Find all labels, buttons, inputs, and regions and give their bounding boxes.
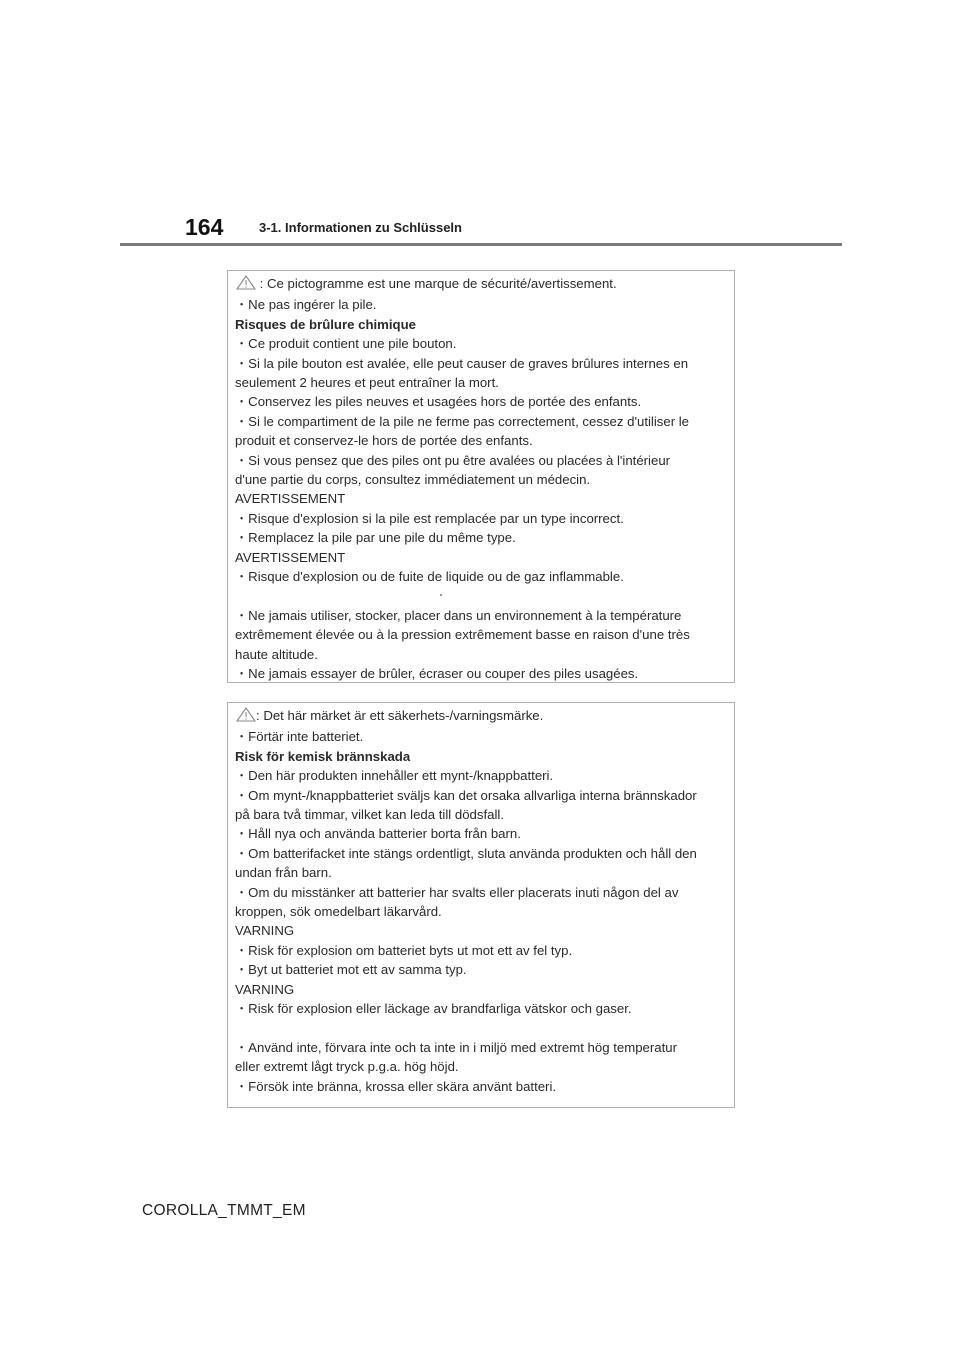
french-blank-line — [235, 587, 728, 606]
french-warning-box — [227, 270, 735, 683]
warning-triangle-icon — [236, 707, 256, 727]
french-line: extrêmement élevée ou à la pression extrêmement basse en raison d'une très — [235, 627, 690, 643]
french-symbol-text: : Ce pictogramme est une marque de sécurité/avertissement. — [256, 276, 617, 291]
swedish-line: ・Den här produkten innehåller ett mynt-/knappbatteri. — [235, 768, 554, 784]
stray-dot-mark — [440, 594, 442, 596]
swedish-warning-label: VARNING — [235, 923, 295, 939]
document-code: COROLLA_TMMT_EM — [142, 1202, 306, 1219]
swedish-line: ・Håll nya och använda batterier borta från barn. — [235, 826, 521, 842]
swedish-symbol-line — [235, 706, 728, 727]
swedish-blank-line — [235, 1019, 728, 1038]
swedish-line: undan från barn. — [235, 865, 332, 881]
french-line: ・Ne jamais utiliser, stocker, placer dans un environnement à la température — [235, 607, 682, 623]
french-line: ・Si la pile bouton est avalée, elle peut causer de graves brûlures internes en — [235, 355, 689, 371]
section-title: 3-1. Informationen zu Schlüsseln — [259, 220, 462, 235]
swedish-line: ・Risk för explosion om batteriet byts ut mot ett av fel typ. — [235, 942, 573, 958]
french-line: ・Risque d'explosion si la pile est remplacée par un type incorrect. — [235, 510, 624, 526]
swedish-line: ・Om batterifacket inte stängs ordentligt, sluta använda produkten och håll den — [235, 845, 697, 861]
header-rule — [120, 243, 842, 246]
french-line: ・Conservez les piles neuves et usagées hors de portée des enfants. — [235, 394, 642, 410]
french-line: haute altitude. — [235, 646, 318, 662]
french-line: ・Risque d'explosion ou de fuite de liquide ou de gaz inflammable. — [235, 569, 624, 585]
swedish-line: kroppen, sök omedelbart läkarvård. — [235, 904, 442, 920]
french-warning-label: AVERTISSEMENT — [235, 491, 346, 507]
french-line: ・Si le compartiment de la pile ne ferme pas correctement, cessez d'utiliser le — [235, 413, 690, 429]
swedish-line: ・Använd inte, förvara inte och ta inte in i miljö med extremt hög temperatur — [235, 1039, 677, 1055]
french-symbol-line — [235, 274, 728, 295]
swedish-line: på bara två timmar, vilket kan leda till dödsfall. — [235, 807, 505, 823]
french-line: ・Si vous pensez que des piles ont pu être avalées ou placées à l'intérieur — [235, 452, 671, 468]
swedish-symbol-text: : Det här märket är ett säkerhets-/varningsmärke. — [256, 708, 544, 723]
swedish-line: ・Risk för explosion eller läckage av brandfarliga vätskor och gaser. — [235, 1001, 632, 1017]
swedish-heading: Risk för kemisk brännskada — [235, 748, 411, 764]
swedish-warning-label: VARNING — [235, 981, 295, 997]
french-line: ・Remplacez la pile par une pile du même type. — [235, 530, 516, 546]
warning-triangle-icon — [236, 275, 256, 295]
page-number: 164 — [185, 214, 224, 240]
swedish-line: ・Om mynt-/knappbatteriet sväljs kan det orsaka allvarliga interna brännskador — [235, 787, 697, 803]
swedish-line: ・Byt ut batteriet mot ett av samma typ. — [235, 962, 467, 978]
swedish-warning-box — [227, 702, 735, 1108]
swedish-line: eller extremt lågt tryck p.g.a. hög höjd. — [235, 1059, 459, 1075]
swedish-line: ・Förtär inte batteriet. — [235, 729, 364, 745]
french-line: ・Ne jamais essayer de brûler, écraser ou couper des piles usagées. — [235, 666, 639, 682]
swedish-line: ・Försök inte bränna, krossa eller skära använt batteri. — [235, 1078, 557, 1094]
french-line: ・Ce produit contient une pile bouton. — [235, 336, 457, 352]
french-line: produit et conservez-le hors de portée des enfants. — [235, 433, 533, 449]
swedish-line: ・Om du misstänker att batterier har svalts eller placerats inuti någon del av — [235, 884, 679, 900]
french-warning-label: AVERTISSEMENT — [235, 549, 346, 565]
french-line: seulement 2 heures et peut entraîner la mort. — [235, 375, 499, 391]
french-line: ・Ne pas ingérer la pile. — [235, 297, 377, 313]
french-heading: Risques de brûlure chimique — [235, 316, 416, 332]
french-line: d'une partie du corps, consultez immédiatement un médecin. — [235, 472, 591, 488]
